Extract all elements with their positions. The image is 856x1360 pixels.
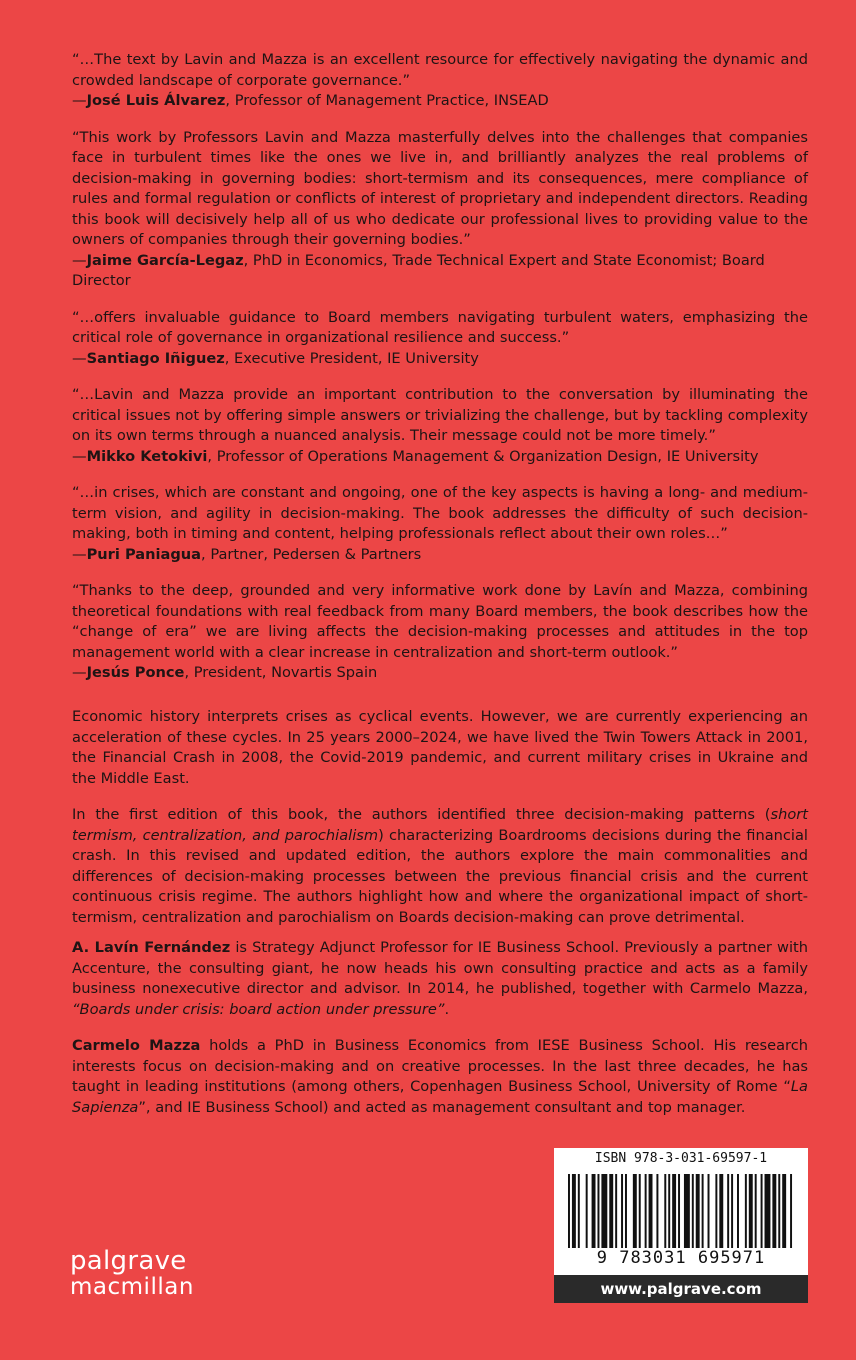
endorsement-5	[72, 483, 808, 565]
endorser-name: Jesús Ponce	[86, 664, 185, 681]
author-bio-1	[72, 938, 808, 1020]
endorsement-attribution: —Jesús Ponce, President, Novartis Spain	[72, 664, 378, 681]
institution-italic: La Sapienza	[72, 1078, 808, 1116]
endorsement-attribution: —Mikko Ketokivi, Professor of Operations Management & Organization Design, IE University	[72, 447, 759, 465]
publisher-logo-line2: macmillan	[70, 1274, 194, 1300]
endorser-title: , Professor of Operations Management & Organization Design, IE University	[207, 447, 759, 465]
barcode-icon	[568, 1174, 794, 1248]
author-bios	[72, 938, 808, 1134]
endorser-title: , Professor of Management Practice, INSEAD	[225, 92, 549, 109]
author-name: Carmelo Mazza	[72, 1037, 201, 1054]
endorser-title: , Executive President, IE University	[224, 349, 479, 367]
description-paragraph-1: Economic history interprets crises as cyclical events. However, we are currently experiencing an acceleration of these cycles. In 25 years 2000–2024, we have lived the Twin Towers Attack in 2001, the Financial Crash in 2008, the Covid-2019 pandemic, and current military crises in Ukraine and the Middle East.	[72, 708, 808, 787]
endorsement-quote: “…The text by Lavin and Mazza is an excellent resource for effectively navigating the dynamic and crowded landscape of corporate governance.”	[72, 51, 808, 89]
publisher-url[interactable]: www.palgrave.com	[554, 1275, 808, 1303]
endorsement-attribution: —Santiago Iñiguez, Executive President, IE University	[72, 349, 479, 367]
isbn-label: ISBN 978-3-031-69597-1	[594, 1151, 768, 1166]
endorsement-2	[72, 128, 808, 292]
endorser-title: , PhD in Economics, Trade Technical Expert and State Economist; Board Director	[72, 251, 765, 289]
book-title: “Boards under crisis: board action under pressure”	[72, 1000, 445, 1018]
isbn-barcode-box	[554, 1148, 808, 1275]
endorser-title: , President, Novartis Spain	[184, 664, 378, 681]
endorsement-quote: “Thanks to the deep, grounded and very informative work done by Lavín and Mazza, combining theoretical foundations with real feedback from many Board members, the book describes how the “change of era” we are living affects the decision-making processes and attitudes in the top management world with a clear increase in centralization and short-term outlook.”	[72, 582, 808, 661]
endorser-title: , Partner, Pedersen & Partners	[201, 545, 422, 563]
endorser-name: Santiago Iñiguez	[86, 349, 225, 367]
book-description	[72, 707, 808, 944]
endorser-name: Puri Paniagua	[86, 545, 202, 563]
endorsement-quote: “…in crises, which are constant and ongoing, one of the key aspects is having a long- and medium-term vision, and agility in decision-making. The book addresses the difficulty of such decision-making, both in timing and content, helping professionals reflect about their own roles…”	[72, 484, 808, 542]
endorsements	[72, 50, 808, 700]
author-bio-text: .	[444, 1000, 450, 1018]
endorsement-6	[72, 581, 808, 684]
endorser-name: Jaime García-Legaz	[86, 251, 244, 269]
author-bio-text: is Strategy Adjunct Professor for IE Business School. Previously a partner with Accenture, the consulting giant, he now heads his own consulting practice and acts as a family business nonexecutive director and advisor. In 2014, he published, together with Carmelo Mazza,	[72, 939, 808, 997]
author-bio-text: holds a PhD in Business Economics from IESE Business School. His research interests focus on decision-making and on creative processes. In the last three decades, he has taught in leading institutions (among others, Copenhagen Business School, University of Rome “	[72, 1037, 808, 1095]
description-text: In the first edition of this book, the authors identified three decision-making patterns (	[72, 806, 771, 823]
endorsement-quote: “…Lavin and Mazza provide an important contribution to the conversation by illuminating the critical issues not by offering simple answers or trivializing the challenge, but by tackling complexity on its own terms through a nuanced analysis. Their message could not be more timely.”	[72, 386, 808, 444]
endorsement-3	[72, 308, 808, 370]
endorsement-attribution: —Jaime García-Legaz, PhD in Economics, Trade Technical Expert and State Economist; Board Director	[72, 251, 765, 289]
endorsement-quote: “This work by Professors Lavin and Mazza masterfully delves into the challenges that companies face in turbulent times like the ones we live in, and brilliantly analyzes the real problems of decision-making in governing bodies: short-termism and its consequences, mere compliance of rules and formal regulation or conflicts of interest of proprietary and independent directors. Reading this book will decisively help all of us who dedicate our professional lives to providing value to the owners of companies through their governing bodies.”	[72, 128, 808, 248]
endorser-name: José Luis Álvarez	[86, 92, 226, 109]
description-italic: short termism, centralization, and parochialism	[72, 806, 808, 844]
author-name: A. Lavín Fernández	[72, 939, 231, 956]
endorsement-quote: “…offers invaluable guidance to Board members navigating turbulent waters, emphasizing the critical role of governance in organizational resilience and success.”	[72, 308, 808, 346]
endorsement-attribution: —José Luis Álvarez, Professor of Management Practice, INSEAD	[72, 92, 549, 109]
description-paragraph-2	[72, 805, 808, 928]
isbn-digits: 9 783031 695971	[596, 1248, 766, 1268]
publisher-logo-line1: palgrave	[70, 1246, 187, 1276]
description-text: ) characterizing Boardrooms decisions during the financial crash. In this revised and updated edition, the authors explore the main commonalities and differences of decision-making processes between the previous financial crisis and the current continuous crisis regime. The authors highlight how and where the organizational impact of short-termism, centralization and parochialism on Boards decision-making can prove detrimental.	[72, 826, 808, 926]
publisher-logo	[70, 1248, 194, 1300]
endorser-name: Mikko Ketokivi	[86, 447, 208, 465]
endorsement-4	[72, 385, 808, 467]
author-bio-text: ”, and IE Business School) and acted as management consultant and top manager.	[138, 1098, 746, 1116]
author-bio-2	[72, 1036, 808, 1118]
endorsement-1	[72, 50, 808, 112]
endorsement-attribution: —Puri Paniagua, Partner, Pedersen & Partners	[72, 545, 422, 563]
